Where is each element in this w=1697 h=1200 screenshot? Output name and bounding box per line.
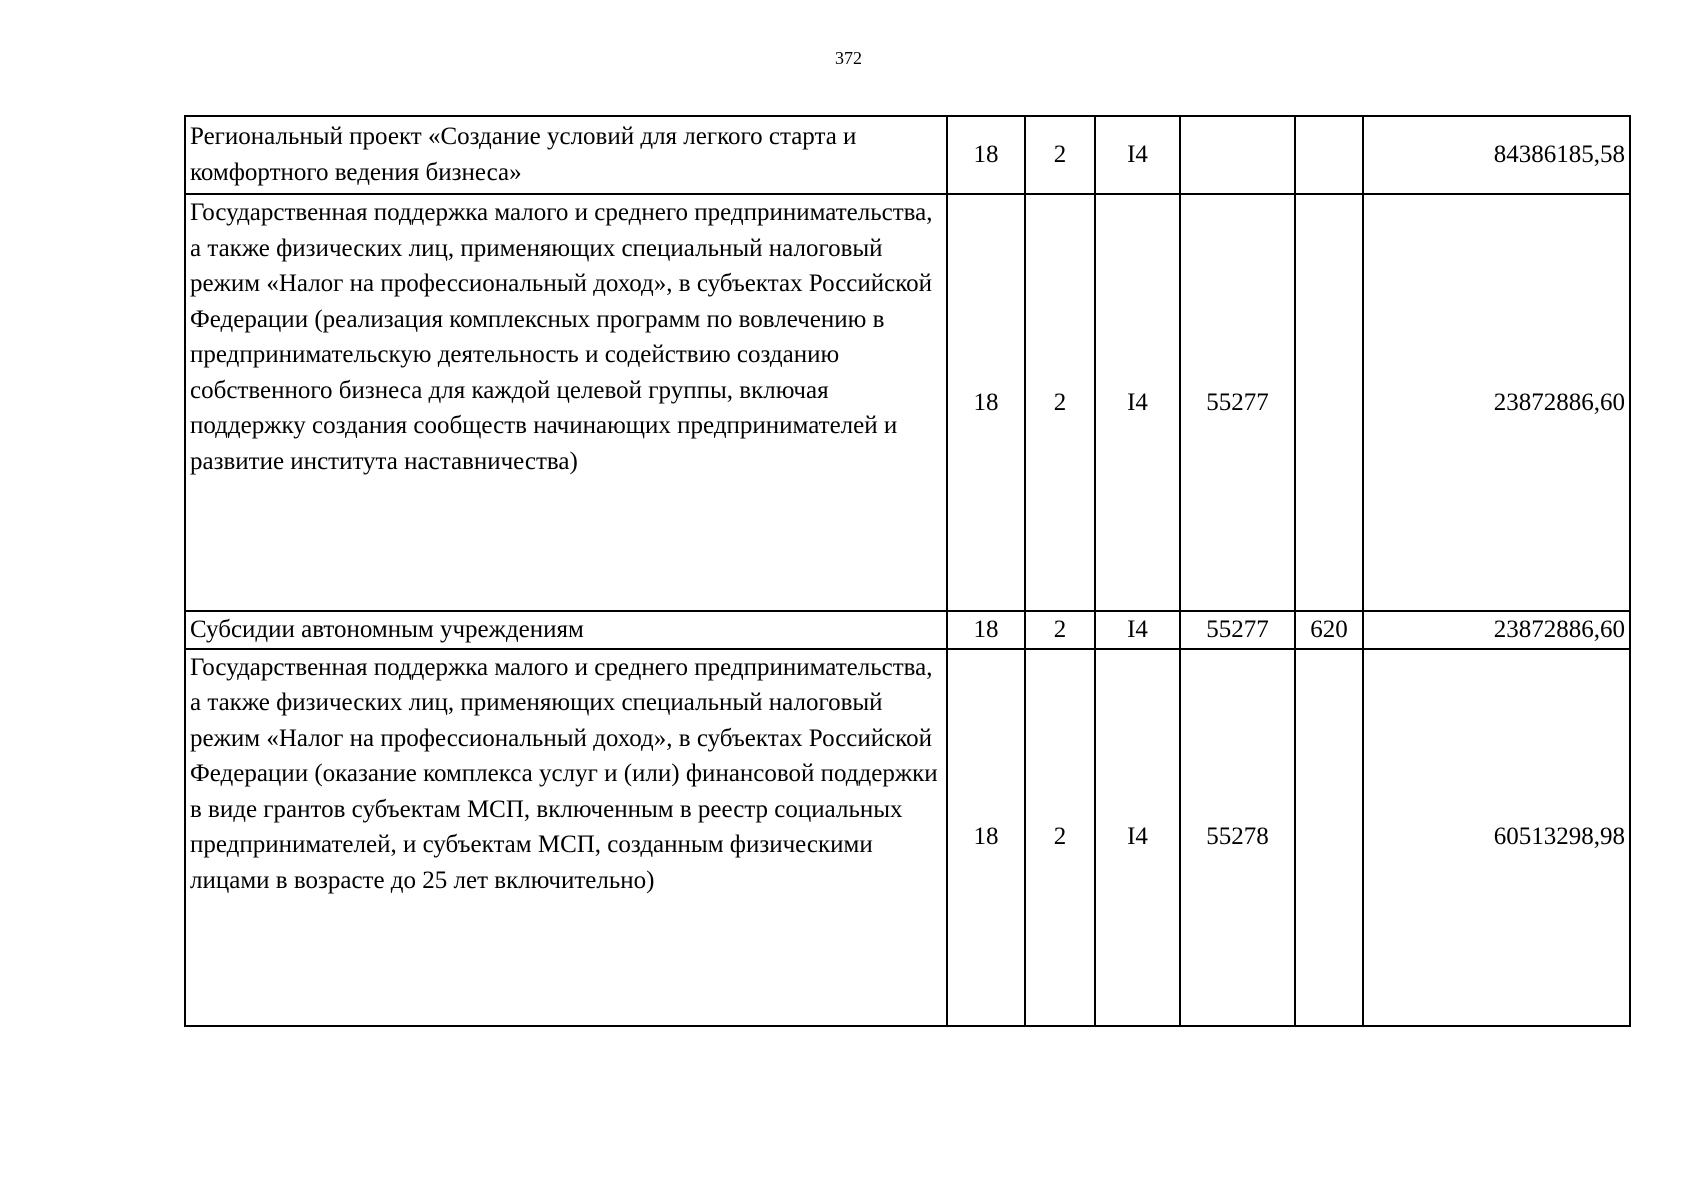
table-row [185,611,1630,649]
table-row [185,194,1630,611]
amount-cell: 84386185,58 [1363,116,1630,194]
code-cell: 2 [1025,194,1095,611]
code-cell [1295,194,1363,611]
amount-cell: 23872886,60 [1363,611,1630,649]
code-cell: 2 [1025,116,1095,194]
code-cell: 18 [947,649,1025,1026]
item-name-cell: Региональный проект «Создание условий для легкого старта и комфортного ведения бизнеса» [185,116,947,194]
code-cell [1295,649,1363,1026]
item-name-cell: Субсидии автономным учреждениям [185,611,947,649]
code-cell: 18 [947,194,1025,611]
code-cell: 55277 [1180,611,1295,649]
code-cell: 620 [1295,611,1363,649]
code-cell: 2 [1025,611,1095,649]
table-row [185,649,1630,1026]
code-cell: 55278 [1180,649,1295,1026]
code-cell: I4 [1095,649,1180,1026]
code-cell: I4 [1095,194,1180,611]
item-name-cell: Государственная поддержка малого и среднего предпринимательства, а также физических лиц, применяющих специальный налоговый режим «Налог на профессиональный доход», в субъектах Российской Федерации (оказание комплекса услуг и (или) финансовой поддержки в виде грантов субъектам МСП, включенным в реестр социальных предпринимателей, и субъектам МСП, созданным физическими лицами в возрасте до 25 лет включительно) [185,649,947,1026]
amount-cell: 23872886,60 [1363,194,1630,611]
code-cell: 55277 [1180,194,1295,611]
code-cell [1295,116,1363,194]
budget-table [184,115,1631,1027]
code-cell: I4 [1095,611,1180,649]
code-cell: I4 [1095,116,1180,194]
page-number: 372 [835,48,862,68]
code-cell: 18 [947,116,1025,194]
code-cell: 2 [1025,649,1095,1026]
item-name-cell: Государственная поддержка малого и среднего предпринимательства, а также физических лиц, применяющих специальный налоговый режим «Налог на профессиональный доход», в субъектах Российской Федерации (реализация комплексных программ по вовлечению в предпринимательскую деятельность и содействию созданию собственного бизнеса для каждой целевой группы, включая поддержку создания сообществ начинающих предпринимателей и развитие института наставничества) [185,194,947,611]
table-row [185,116,1630,194]
code-cell [1180,116,1295,194]
code-cell: 18 [947,611,1025,649]
amount-cell: 60513298,98 [1363,649,1630,1026]
